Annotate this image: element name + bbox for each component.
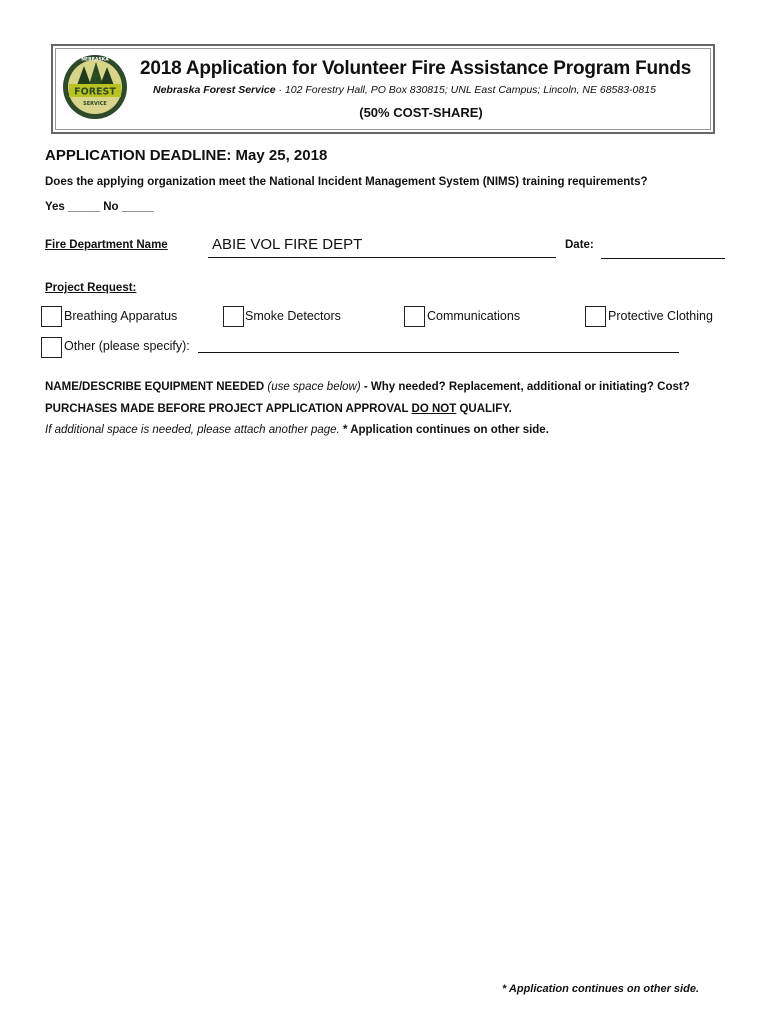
protective-clothing-label: Protective Clothing — [608, 309, 713, 323]
purchase-rule-end: QUALIFY. — [456, 403, 512, 415]
other-label: Other (please specify): — [64, 339, 190, 353]
nims-yes-no-field[interactable]: Yes _____ No _____ — [45, 201, 154, 213]
cost-share-note — [51, 105, 770, 120]
smoke-detectors-label: Smoke Detectors — [245, 309, 341, 323]
other-specify-field[interactable] — [198, 352, 679, 353]
breathing-apparatus-checkbox[interactable] — [41, 306, 62, 327]
other-checkbox[interactable] — [41, 337, 62, 358]
additional-space-text: If additional space is needed, please attach another page. — [45, 424, 343, 436]
protective-clothing-checkbox[interactable] — [585, 306, 606, 327]
fire-department-field[interactable]: ABIE VOL FIRE DEPT — [212, 236, 363, 253]
form-title: 2018 Application for Volunteer Fire Assistance Program Funds — [140, 58, 692, 79]
date-field[interactable] — [601, 258, 725, 259]
fire-department-label: Fire Department Name — [45, 239, 168, 251]
footer-continues-note: * Application continues on other side. — [502, 983, 699, 995]
do-not-emphasis: DO NOT — [411, 403, 457, 415]
equipment-instructions — [45, 381, 690, 393]
date-label: Date: — [565, 239, 594, 251]
purchase-rule-text: PURCHASES MADE BEFORE PROJECT APPLICATION APPROVAL — [45, 403, 412, 415]
agency-address — [153, 84, 656, 96]
project-request-label: Project Request: — [45, 282, 137, 294]
equipment-heading: NAME/DESCRIBE EQUIPMENT NEEDED — [45, 381, 268, 393]
address-text: · 102 Forestry Hall, PO Box 830815; UNL East Campus; Lincoln, NE 68583-0815 — [275, 84, 656, 96]
communications-label: Communications — [427, 309, 521, 323]
logo-bottom-text: SERVICE — [83, 101, 107, 107]
logo-top-text: NEBRASKA — [81, 57, 109, 63]
purchase-rule — [45, 403, 512, 415]
equipment-description-area[interactable] — [45, 450, 725, 970]
equipment-hint: (use space below) — [267, 381, 361, 393]
equipment-questions: - Why needed? Replacement, additional or initiating? Cost? — [360, 381, 690, 393]
agency-name: Nebraska Forest Service — [153, 84, 276, 96]
continues-note: * Application continues on other side. — [342, 424, 549, 436]
application-deadline: APPLICATION DEADLINE: May 25, 2018 — [45, 147, 328, 164]
logo-forest-text: FOREST — [74, 86, 116, 98]
fire-department-underline — [208, 257, 556, 258]
smoke-detectors-checkbox[interactable] — [223, 306, 244, 327]
breathing-apparatus-label: Breathing Apparatus — [64, 309, 178, 323]
nims-question: Does the applying organization meet the National Incident Management System (NIMS) training requirements? — [45, 176, 648, 188]
cost-share-text: (50% COST-SHARE) — [359, 105, 483, 120]
communications-checkbox[interactable] — [404, 306, 425, 327]
additional-space-note — [45, 424, 549, 436]
